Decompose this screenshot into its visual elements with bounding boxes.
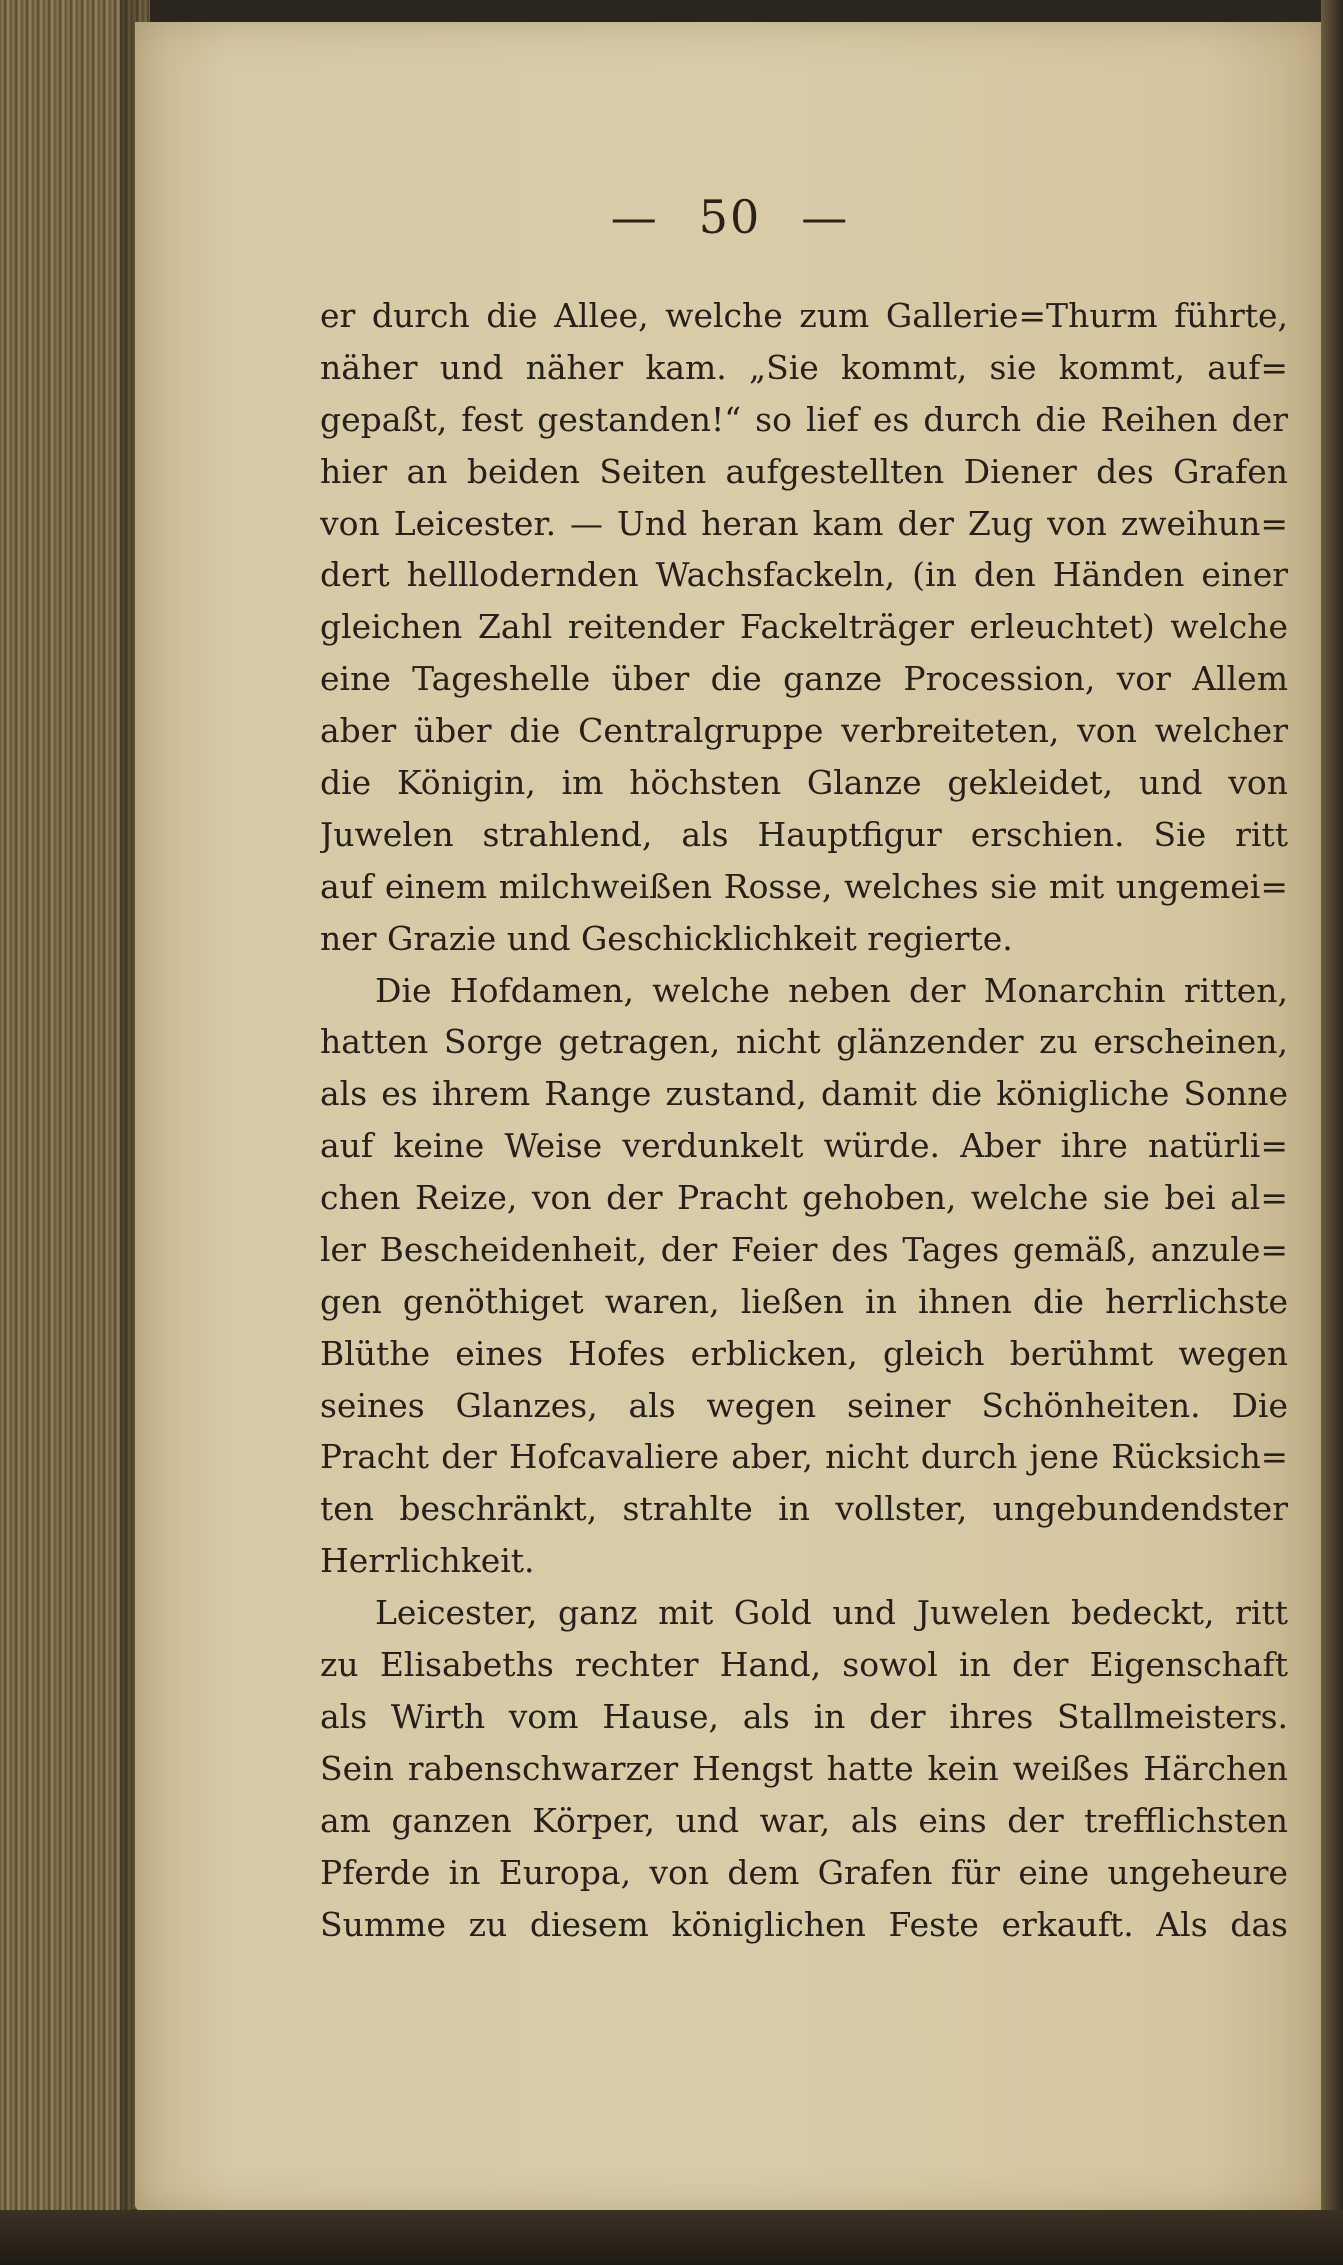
text-line: ler Bescheidenheit, der Feier des Tages gemäß, anzule= bbox=[320, 1230, 1288, 1270]
text-line: gen genöthiget waren, ließen in ihnen die herrlichste bbox=[320, 1281, 1288, 1321]
text-line: er durch die Allee, welche zum Gallerie=Thurm führte, bbox=[320, 296, 1288, 335]
body-text bbox=[320, 290, 1288, 1951]
text-line: hatten Sorge getragen, nicht glänzender zu erscheinen, bbox=[320, 1022, 1288, 1062]
text-line: Juwelen strahlend, als Hauptfigur erschien. Sie ritt bbox=[320, 814, 1288, 854]
text-line: Blüthe eines Hofes erblicken, gleich berühmt wegen bbox=[320, 1333, 1288, 1373]
text-line: gleichen Zahl reitender Fackelträger erleuchtet) welche bbox=[320, 607, 1288, 647]
page-rim-bottom bbox=[0, 2210, 1343, 2265]
text-line: seines Glanzes, als wegen seiner Schönheiten. Die bbox=[320, 1385, 1288, 1425]
page-number: 50 bbox=[698, 190, 762, 244]
text-line: Summe zu diesem königlichen Feste erkauft. Als das bbox=[320, 1904, 1288, 1944]
text-line: auf keine Weise verdunkelt würde. Aber ihre natürli= bbox=[320, 1126, 1288, 1166]
text-line: Pracht der Hofcavaliere aber, nicht durch jene Rücksich= bbox=[320, 1437, 1288, 1476]
paragraph-start: Die Hofdamen, welche neben der Monarchin ritten, bbox=[375, 970, 1288, 1010]
text-line: als Wirth vom Hause, als in der ihres Stallmeisters. bbox=[320, 1697, 1288, 1737]
text-line: hier an beiden Seiten aufgestellten Diener des Grafen bbox=[320, 451, 1288, 491]
text-line: Sein rabenschwarzer Hengst hatte kein weißes Härchen bbox=[320, 1748, 1288, 1788]
text-line: ten beschränkt, strahlte in vollster, ungebundendster bbox=[320, 1489, 1288, 1529]
page-header bbox=[135, 190, 1325, 244]
text-line: als es ihrem Range zustand, damit die königliche Sonne bbox=[320, 1074, 1288, 1114]
header-dash-left: — bbox=[610, 190, 659, 244]
text-line: Herrlichkeit. bbox=[320, 1541, 535, 1581]
text-line: die Königin, im höchsten Glanze gekleidet, und von bbox=[320, 763, 1288, 803]
page-rim-right bbox=[1321, 0, 1343, 2265]
text-line: Pferde in Europa, von dem Grafen für eine ungeheure bbox=[320, 1852, 1288, 1892]
text-line: ner Grazie und Geschicklichkeit regierte. bbox=[320, 918, 1013, 958]
text-line: chen Reize, von der Pracht gehoben, welche sie bei al= bbox=[320, 1178, 1288, 1218]
text-line: eine Tageshelle über die ganze Procession, vor Allem bbox=[320, 659, 1288, 699]
text-line: näher und näher kam. „Sie kommt, sie kommt, auf= bbox=[320, 347, 1288, 387]
text-line: dert helllodernden Wachsfackeln, (in den Händen einer bbox=[320, 555, 1288, 595]
text-line: von Leicester. — Und heran kam der Zug von zweihun= bbox=[320, 503, 1288, 543]
header-dash-right: — bbox=[801, 190, 850, 244]
text-line: auf einem milchweißen Rosse, welches sie mit ungemei= bbox=[320, 866, 1288, 906]
text-line: am ganzen Körper, und war, als eins der trefflichsten bbox=[320, 1800, 1288, 1840]
paragraph-start: Leicester, ganz mit Gold und Juwelen bedeckt, ritt bbox=[375, 1593, 1288, 1633]
text-line: zu Elisabeths rechter Hand, sowol in der Eigenschaft bbox=[320, 1645, 1288, 1685]
text-line: aber über die Centralgruppe verbreiteten, von welcher bbox=[320, 711, 1288, 751]
text-line: gepaßt, fest gestanden!“ so lief es durch die Reihen der bbox=[320, 399, 1288, 439]
